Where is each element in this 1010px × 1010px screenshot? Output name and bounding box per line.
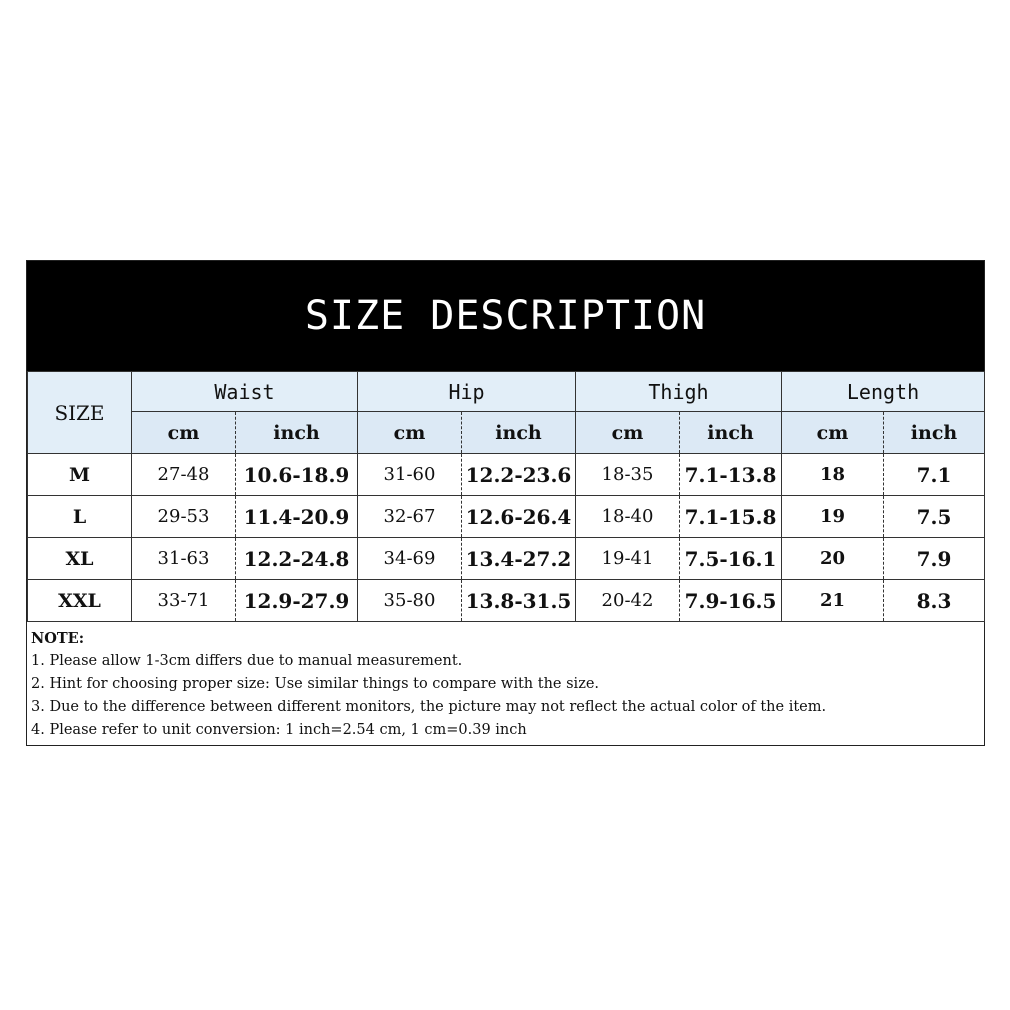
- unit-header-inch: inch: [884, 412, 985, 454]
- title-banner: [27, 261, 984, 371]
- table-cell: 31-63: [132, 538, 236, 580]
- table-cell: 18-40: [576, 496, 680, 538]
- group-header-length: Length: [782, 372, 985, 412]
- table-cell: 7.1-13.8: [680, 454, 782, 496]
- unit-header-inch: inch: [236, 412, 358, 454]
- table-cell: 12.2-23.6: [462, 454, 576, 496]
- notes-heading: NOTE:: [31, 630, 85, 647]
- group-header-row: [28, 372, 985, 412]
- table-cell: 32-67: [358, 496, 462, 538]
- table-cell: 7.9-16.5: [680, 580, 782, 622]
- unit-header-cm: cm: [576, 412, 680, 454]
- note-item: 4. Please refer to unit conversion: 1 inch=2.54 cm, 1 cm=0.39 inch: [31, 722, 527, 738]
- table-cell: 18-35: [576, 454, 680, 496]
- table-cell: 27-48: [132, 454, 236, 496]
- table-cell: 12.2-24.8: [236, 538, 358, 580]
- unit-header-cm: cm: [358, 412, 462, 454]
- unit-header-inch: inch: [680, 412, 782, 454]
- table-cell: 12.9-27.9: [236, 580, 358, 622]
- table-cell: 13.4-27.2: [462, 538, 576, 580]
- table-cell: 7.5: [884, 496, 985, 538]
- group-header-thigh: Thigh: [576, 372, 782, 412]
- table-row: [28, 538, 985, 580]
- table-cell: 12.6-26.4: [462, 496, 576, 538]
- table-cell: 20-42: [576, 580, 680, 622]
- table-cell: 19-41: [576, 538, 680, 580]
- table-row: [28, 580, 985, 622]
- table-cell: 8.3: [884, 580, 985, 622]
- note-item: 1. Please allow 1-3cm differs due to manual measurement.: [31, 653, 463, 669]
- note-item: 2. Hint for choosing proper size: Use similar things to compare with the size.: [31, 676, 600, 692]
- table-cell: 19: [782, 496, 884, 538]
- table-cell: 7.1-15.8: [680, 496, 782, 538]
- unit-header-inch: inch: [462, 412, 576, 454]
- table-cell: 7.5-16.1: [680, 538, 782, 580]
- table-cell: 11.4-20.9: [236, 496, 358, 538]
- unit-header-cm: cm: [132, 412, 236, 454]
- size-table: [27, 371, 985, 622]
- notes-section: [31, 627, 981, 742]
- table-cell: 35-80: [358, 580, 462, 622]
- size-column-header: SIZE: [28, 372, 132, 454]
- size-label: L: [28, 496, 132, 538]
- size-label: M: [28, 454, 132, 496]
- table-cell: 29-53: [132, 496, 236, 538]
- table-cell: 7.1: [884, 454, 985, 496]
- size-label: XXL: [28, 580, 132, 622]
- size-label: XL: [28, 538, 132, 580]
- table-cell: 7.9: [884, 538, 985, 580]
- table-row: [28, 454, 985, 496]
- table-cell: 10.6-18.9: [236, 454, 358, 496]
- table-row: [28, 496, 985, 538]
- group-header-hip: Hip: [358, 372, 576, 412]
- table-cell: 18: [782, 454, 884, 496]
- table-cell: 21: [782, 580, 884, 622]
- unit-header-row: [28, 412, 985, 454]
- table-cell: 13.8-31.5: [462, 580, 576, 622]
- unit-header-cm: cm: [782, 412, 884, 454]
- note-item: 3. Due to the difference between different monitors, the picture may not reflect the actual color of the item.: [31, 699, 827, 715]
- table-cell: 34-69: [358, 538, 462, 580]
- table-cell: 31-60: [358, 454, 462, 496]
- size-chart: [26, 260, 985, 746]
- group-header-waist: Waist: [132, 372, 358, 412]
- chart-title: SIZE DESCRIPTION: [304, 293, 707, 339]
- table-cell: 20: [782, 538, 884, 580]
- table-cell: 33-71: [132, 580, 236, 622]
